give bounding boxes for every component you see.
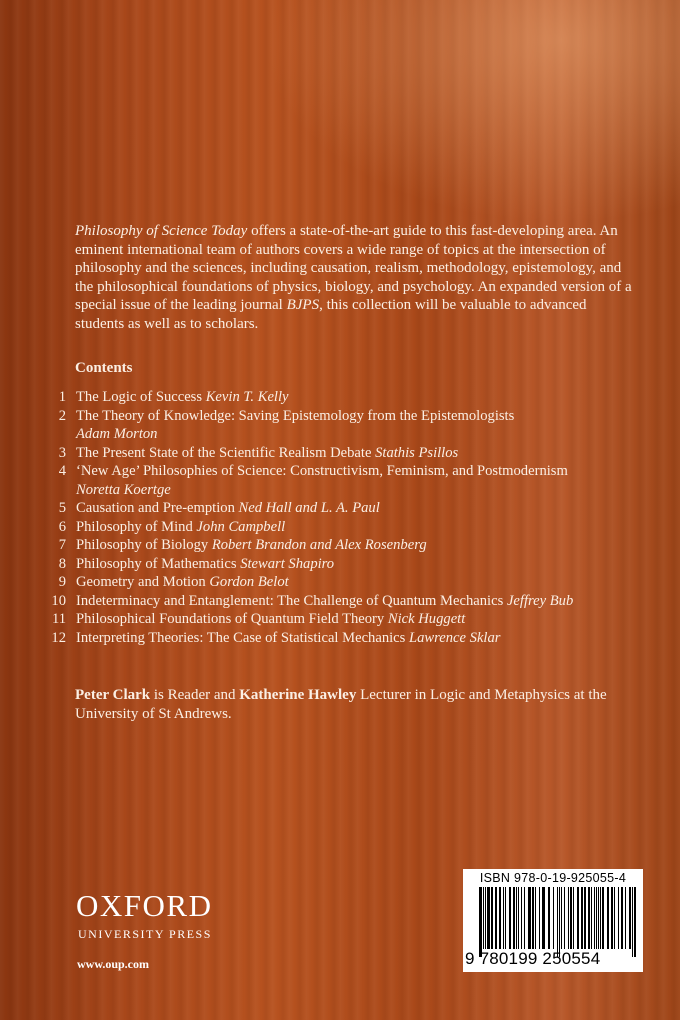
toc-item [40,444,660,463]
barcode-bar [518,887,519,949]
editors-text-1: is Reader and [150,687,240,703]
toc-item-text [66,518,285,537]
toc-item-number: 5 [58,500,66,516]
barcode-bar [625,887,626,949]
barcode-bar [634,887,636,957]
toc-item-author: Lawrence Sklar [409,629,501,646]
publisher-press: UNIVERSITY PRESS [78,927,212,941]
barcode-bar [516,887,517,949]
toc-item-text [66,555,334,574]
toc-item-text [66,388,289,407]
toc-item-text [66,499,380,518]
barcode-bar [521,887,522,949]
isbn-label: ISBN 978-0-19-925055-4 [479,871,627,885]
journal-name: BJPS [286,297,320,314]
toc-item-number: 1 [58,389,66,405]
barcode-bar [557,887,558,957]
toc-item-author: Jeffrey Bub [506,592,574,609]
toc-item-text [66,462,568,499]
barcode-bar [588,887,590,949]
barcode-bar [611,887,613,949]
toc-item-title: ‘New Age’ Philosophies of Science: Constructivism, Feminism, and Postmodernism [76,463,568,479]
toc-item-number: 8 [58,555,66,572]
toc-item-author: Ned Hall and L. A. Paul [238,500,380,516]
toc-item [40,499,660,518]
toc-item [40,462,660,499]
barcode-bar [539,887,540,949]
toc-item-author: Nick Huggett [387,611,466,627]
toc-item-author: Stathis Psillos [375,444,459,461]
toc-item-title: The Logic of Success [76,389,203,405]
toc-item-number: 11 [51,611,66,627]
barcode-bar [591,887,592,949]
toc-item-title: Geometry and Motion [76,574,206,590]
barcode-bar [614,887,615,949]
toc-item-number: 12 [51,629,66,646]
barcode-bar [570,887,572,949]
barcode-bar [483,887,484,949]
barcode-bar [513,887,515,949]
toc-item-number: 10 [51,592,66,609]
barcode-bar [629,887,631,949]
toc-item-author: Stewart Shapiro [240,555,335,572]
barcode-bar [542,887,545,949]
toc-item-number: 2 [58,407,66,424]
toc-item-author: Noretta Koertge [76,481,171,498]
barcode-bar [528,887,531,949]
blurb-text-1: offers a state-of-the-art guide to this fast-developing area. An eminent international team of authors covers a wide range of topics at the intersection of philosophy and the sciences, including causation, realism, methodology, epistemology, and the philosophical foundations of physics, biology, and psychology. An expanded version of a special issue of the leading journal [75,223,632,314]
toc-item-title: Philosophical Foundations of Quantum Field Theory [76,611,385,627]
editor-name-2: Katherine Hawley [239,687,357,703]
barcode-bar [524,887,525,949]
barcode-bar [509,887,511,949]
barcode-bar [602,887,604,949]
barcode-bar [535,887,536,949]
toc-item-text [66,573,289,592]
barcode-bar [621,887,623,949]
barcode-bar [503,887,504,949]
barcode-bar [581,887,583,949]
barcode-bar [594,887,595,949]
toc-item [40,610,660,629]
toc-item-author: John Campbell [196,518,286,535]
book-title: Philosophy of Science Today [75,223,248,239]
toc-item-text [66,610,465,629]
contents-heading: Contents [75,360,133,376]
toc-item-title: Interpreting Theories: The Case of Statistical Mechanics [76,629,406,646]
editors-note [75,686,635,724]
barcode-bar [561,887,562,949]
toc-item-text [66,592,573,611]
toc-item [40,536,660,555]
toc-item-title: The Present State of the Scientific Realism Debate [76,444,372,461]
toc-item-text [66,407,514,444]
table-of-contents [40,388,660,647]
toc-item-text [66,536,427,555]
barcode-bar [568,887,569,949]
barcode-bar [607,887,609,949]
toc-item-title: Indeterminacy and Entanglement: The Challenge of Quantum Mechanics [76,592,504,609]
toc-item [40,573,660,592]
barcode-bar [491,887,493,949]
barcode-bar [548,887,550,949]
barcode-bar [499,887,501,949]
editors-text-2: Lecturer in Logic and Metaphysics at the University of St Andrews. [75,687,607,722]
barcode-bar [485,887,486,949]
toc-item-title: Philosophy of Mind [76,518,193,535]
toc-item [40,555,660,574]
barcode-bar [532,887,534,949]
barcode-bar [600,887,601,949]
toc-item-author: Kevin T. Kelly [205,389,289,405]
barcode-bar [559,887,560,957]
toc-item-text [66,629,500,648]
toc-item-author: Gordon Belot [209,574,289,590]
toc-item-title: The Theory of Knowledge: Saving Epistemology from the Epistemologists [76,407,515,424]
toc-item [40,518,660,537]
toc-item-title: Philosophy of Mathematics [76,555,237,572]
toc-item-number: 9 [58,574,66,590]
barcode-bar [618,887,619,949]
toc-item-number: 7 [58,537,66,553]
toc-item [40,629,660,648]
publisher-website: www.oup.com [77,957,150,971]
toc-item-number: 3 [58,444,66,461]
toc-item-number: 6 [58,518,66,535]
toc-item-author: Robert Brandon and Alex Rosenberg [211,537,427,553]
blurb-text-2: , this collection will be valuable to advanced students as well as to scholars. [75,297,587,332]
toc-item [40,592,660,611]
barcode-bar [632,887,633,957]
toc-item-number: 4 [58,463,66,479]
toc-item-text [66,444,458,463]
barcode-bar [596,887,597,949]
barcode-bar [598,887,599,949]
barcode-bar [505,887,506,949]
toc-item-title: Causation and Pre-emption [76,500,235,516]
barcode-bar [553,887,554,949]
toc-item-author: Adam Morton [76,426,158,442]
barcode-bar [584,887,586,949]
barcode-bar [495,887,497,949]
barcode-bar [479,887,482,957]
toc-item-title: Philosophy of Biology [76,537,209,553]
barcode-bar [487,887,490,949]
barcode-bar [564,887,565,949]
ean-digits: 9 780199 250554 [465,949,601,968]
barcode-bar [577,887,579,949]
description-blurb [75,222,635,334]
barcode-bar [573,887,574,949]
editor-name-1: Peter Clark [75,687,151,703]
toc-item [40,407,660,444]
toc-item [40,388,660,407]
barcode [463,869,643,972]
publisher-logo: OXFORD [76,888,213,923]
